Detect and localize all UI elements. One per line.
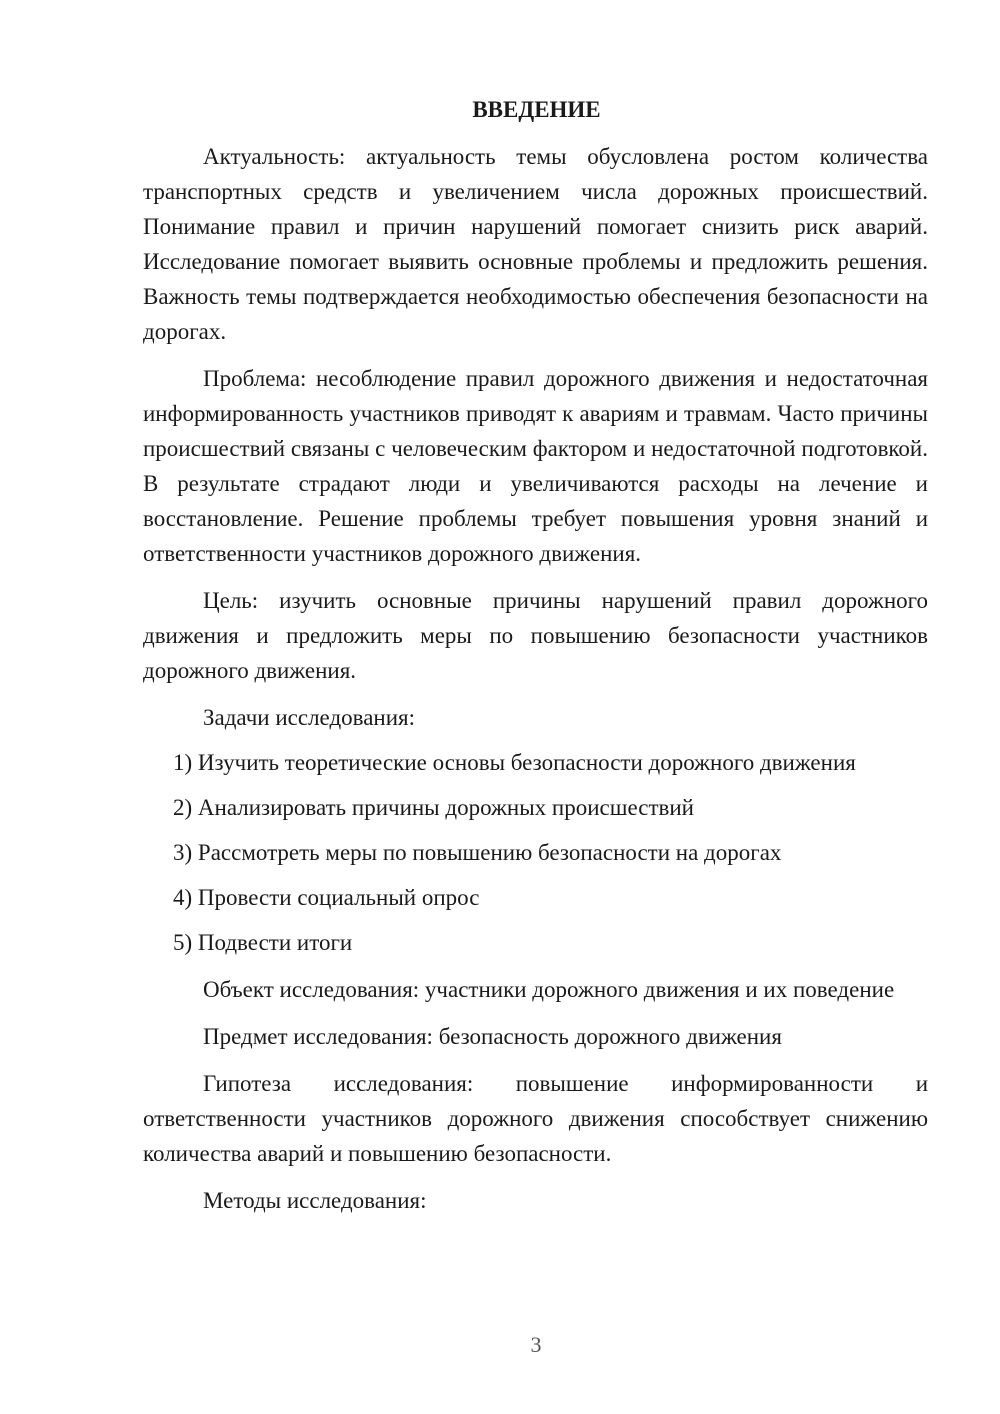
task-item: 3) Рассмотреть меры по повышению безопасности на дорогах xyxy=(173,840,782,865)
relevance-paragraph: Актуальность: актуальность темы обусловлена ростом количества транспортных средств и увеличением числа дорожных происшествий. Понимание правил и причин нарушений помогает снизить риск аварий. Исследование помогает выявить основные проблемы и предложить решения. Важность темы подтверждается необходимостью обеспечения безопасности на дорогах. xyxy=(143,144,928,344)
methods-title: Методы исследования: xyxy=(203,1188,427,1213)
object-paragraph: Объект исследования: участники дорожного движения и их поведение xyxy=(203,977,895,1002)
problem-paragraph: Проблема: несоблюдение правил дорожного движения и недостаточная информированность участников приводят к авариям и травмам. Часто причины происшествий связаны с человеческим фактором и недостаточной подготовкой. В результате страдают люди и увеличиваются расходы на лечение и восстановление. Решение проблемы требует повышения уровня знаний и ответственности участников дорожного движения. xyxy=(143,366,928,566)
goal-paragraph: Цель: изучить основные причины нарушений правил дорожного движения и предложить меры по повышению безопасности участников дорожного движения. xyxy=(143,588,928,683)
task-item: 2) Анализировать причины дорожных происшествий xyxy=(173,795,694,820)
section-heading: ВВЕДЕНИЕ xyxy=(472,97,601,122)
task-item: 5) Подвести итоги xyxy=(173,930,353,955)
tasks-list xyxy=(143,745,928,960)
subject-paragraph: Предмет исследования: безопасность дорожного движения xyxy=(203,1024,782,1049)
page-number: 3 xyxy=(530,1332,542,1357)
task-item: 4) Провести социальный опрос xyxy=(173,885,480,910)
tasks-title: Задачи исследования: xyxy=(203,705,416,730)
task-item: 1) Изучить теоретические основы безопасности дорожного движения xyxy=(173,750,856,775)
hypothesis-paragraph: Гипотеза исследования: повышение информированности и ответственности участников дорожного движения способствует снижению количества аварий и повышению безопасности. xyxy=(143,1071,928,1166)
document-body xyxy=(143,90,928,1218)
